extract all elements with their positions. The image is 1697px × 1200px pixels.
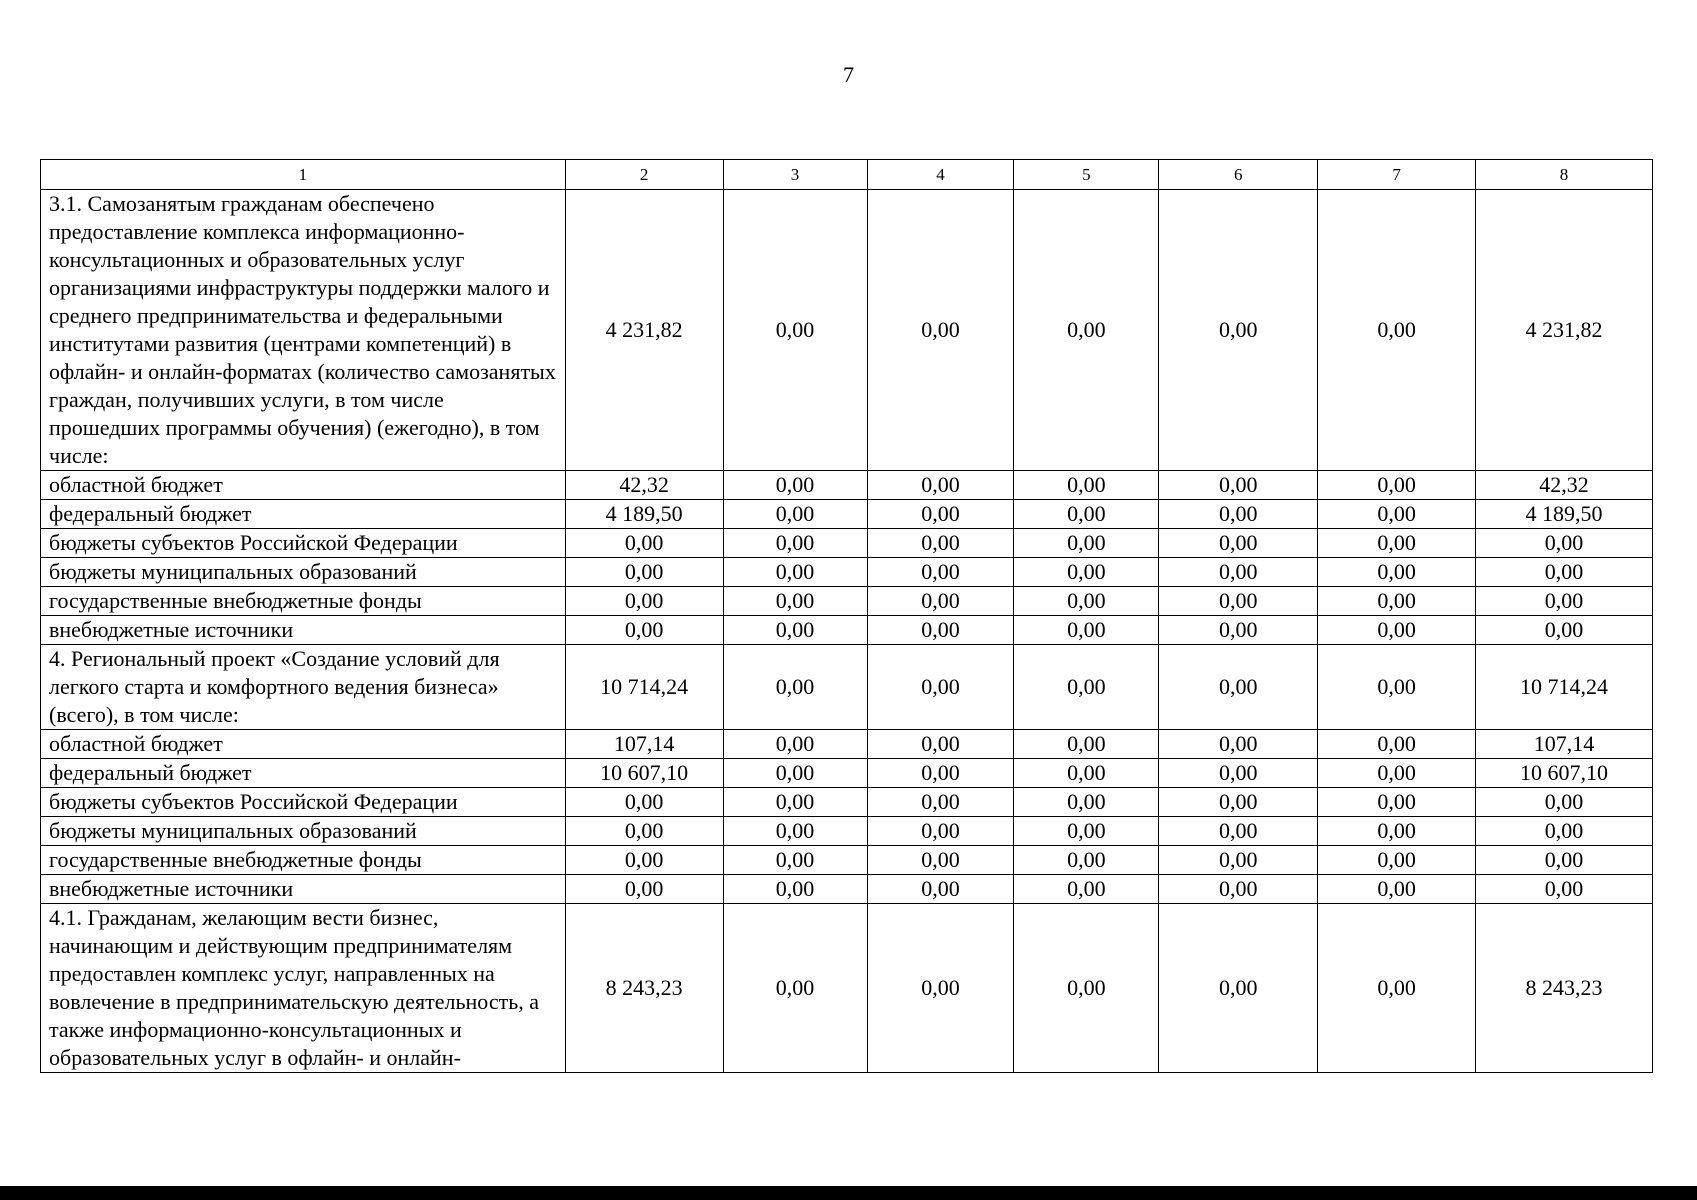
column-number-row <box>41 160 1653 190</box>
value-cell: 0,00 <box>867 500 1014 529</box>
value-cell: 0,00 <box>867 616 1014 645</box>
row-label: бюджеты муниципальных образований <box>41 817 566 846</box>
value-cell: 4 231,82 <box>1476 190 1653 471</box>
value-cell: 0,00 <box>867 190 1014 471</box>
value-cell: 0,00 <box>1159 500 1318 529</box>
row-label: областной бюджет <box>41 730 566 759</box>
value-cell: 0,00 <box>1476 587 1653 616</box>
value-cell: 0,00 <box>565 529 723 558</box>
row-label: 4. Региональный проект «Создание условий для легкого старта и комфортного ведения бизнеса» (всего), в том числе: <box>41 645 566 730</box>
value-cell: 0,00 <box>867 645 1014 730</box>
table-row-source <box>41 875 1653 904</box>
value-cell: 0,00 <box>565 587 723 616</box>
value-cell: 0,00 <box>723 645 867 730</box>
value-cell: 0,00 <box>1318 587 1476 616</box>
value-cell: 0,00 <box>867 471 1014 500</box>
value-cell: 0,00 <box>1318 190 1476 471</box>
value-cell: 0,00 <box>1159 730 1318 759</box>
value-cell: 0,00 <box>565 875 723 904</box>
value-cell: 0,00 <box>1318 616 1476 645</box>
value-cell: 0,00 <box>867 759 1014 788</box>
table-row-source <box>41 471 1653 500</box>
value-cell: 0,00 <box>867 817 1014 846</box>
value-cell: 0,00 <box>723 500 867 529</box>
value-cell: 4 189,50 <box>565 500 723 529</box>
value-cell: 0,00 <box>723 730 867 759</box>
value-cell: 0,00 <box>723 817 867 846</box>
row-label: 3.1. Самозанятым гражданам обеспечено предоставление комплекса информационно-консультационных и образовательных услуг организациями инфраструктуры поддержки малого и среднего предпринимательства и федеральными институтами развития (центрами компетенций) в офлайн- и онлайн-форматах (количество самозанятых граждан, получивших услуги, в том числе прошедших программы обучения) (ежегодно), в том числе: <box>41 190 566 471</box>
value-cell: 4 189,50 <box>1476 500 1653 529</box>
table-row-source <box>41 587 1653 616</box>
table-row-source <box>41 558 1653 587</box>
value-cell: 0,00 <box>1159 190 1318 471</box>
value-cell: 0,00 <box>723 904 867 1073</box>
value-cell: 0,00 <box>1159 875 1318 904</box>
table-row-section <box>41 190 1653 471</box>
value-cell: 0,00 <box>565 558 723 587</box>
value-cell: 0,00 <box>1014 587 1159 616</box>
value-cell: 0,00 <box>565 788 723 817</box>
value-cell: 4 231,82 <box>565 190 723 471</box>
table-row-source <box>41 817 1653 846</box>
value-cell: 0,00 <box>1476 875 1653 904</box>
column-header: 7 <box>1318 160 1476 190</box>
value-cell: 0,00 <box>1159 904 1318 1073</box>
value-cell: 0,00 <box>867 587 1014 616</box>
value-cell: 0,00 <box>867 529 1014 558</box>
value-cell: 0,00 <box>1014 875 1159 904</box>
value-cell: 0,00 <box>1159 759 1318 788</box>
value-cell: 0,00 <box>1318 730 1476 759</box>
value-cell: 0,00 <box>1014 817 1159 846</box>
value-cell: 0,00 <box>565 817 723 846</box>
value-cell: 0,00 <box>1014 558 1159 587</box>
value-cell: 0,00 <box>1014 788 1159 817</box>
value-cell: 0,00 <box>867 558 1014 587</box>
value-cell: 0,00 <box>1014 190 1159 471</box>
value-cell: 0,00 <box>1318 500 1476 529</box>
value-cell: 0,00 <box>1014 904 1159 1073</box>
column-header: 1 <box>41 160 566 190</box>
table-row-source <box>41 759 1653 788</box>
value-cell: 0,00 <box>723 529 867 558</box>
value-cell: 0,00 <box>1318 529 1476 558</box>
scan-bottom-edge <box>0 1186 1697 1200</box>
value-cell: 42,32 <box>565 471 723 500</box>
value-cell: 0,00 <box>1318 471 1476 500</box>
value-cell: 10 607,10 <box>1476 759 1653 788</box>
row-label: внебюджетные источники <box>41 875 566 904</box>
value-cell: 0,00 <box>867 904 1014 1073</box>
value-cell: 0,00 <box>723 875 867 904</box>
value-cell: 0,00 <box>1476 846 1653 875</box>
value-cell: 42,32 <box>1476 471 1653 500</box>
value-cell: 0,00 <box>1014 645 1159 730</box>
column-header: 8 <box>1476 160 1653 190</box>
value-cell: 0,00 <box>1318 904 1476 1073</box>
value-cell: 0,00 <box>565 616 723 645</box>
column-header: 4 <box>867 160 1014 190</box>
value-cell: 0,00 <box>1159 471 1318 500</box>
table-body <box>41 190 1653 1073</box>
column-header: 6 <box>1159 160 1318 190</box>
value-cell: 0,00 <box>723 788 867 817</box>
budget-table <box>40 159 1653 1073</box>
value-cell: 0,00 <box>1159 846 1318 875</box>
row-label: федеральный бюджет <box>41 500 566 529</box>
value-cell: 0,00 <box>1476 616 1653 645</box>
value-cell: 0,00 <box>1318 558 1476 587</box>
column-header: 2 <box>565 160 723 190</box>
table-row-source <box>41 788 1653 817</box>
value-cell: 0,00 <box>1318 645 1476 730</box>
value-cell: 0,00 <box>1476 788 1653 817</box>
value-cell: 0,00 <box>1476 558 1653 587</box>
value-cell: 0,00 <box>1159 645 1318 730</box>
value-cell: 8 243,23 <box>565 904 723 1073</box>
value-cell: 0,00 <box>1014 529 1159 558</box>
value-cell: 107,14 <box>565 730 723 759</box>
row-label: федеральный бюджет <box>41 759 566 788</box>
value-cell: 0,00 <box>1014 471 1159 500</box>
column-header: 5 <box>1014 160 1159 190</box>
value-cell: 0,00 <box>1476 817 1653 846</box>
row-label: 4.1. Гражданам, желающим вести бизнес, начинающим и действующим предпринимателям предоставлен комплекс услуг, направленных на вовлечение в предпринимательскую деятельность, а также информационно-консультационных и образовательных услуг в офлайн- и онлайн- <box>41 904 566 1073</box>
value-cell: 0,00 <box>1159 529 1318 558</box>
value-cell: 0,00 <box>1318 817 1476 846</box>
value-cell: 0,00 <box>867 730 1014 759</box>
value-cell: 0,00 <box>1159 817 1318 846</box>
value-cell: 8 243,23 <box>1476 904 1653 1073</box>
table-row-source <box>41 730 1653 759</box>
table-row-source <box>41 529 1653 558</box>
row-label: областной бюджет <box>41 471 566 500</box>
table-row-section <box>41 904 1653 1073</box>
value-cell: 0,00 <box>1159 616 1318 645</box>
row-label: государственные внебюджетные фонды <box>41 587 566 616</box>
value-cell: 10 607,10 <box>565 759 723 788</box>
value-cell: 107,14 <box>1476 730 1653 759</box>
table-row-section <box>41 645 1653 730</box>
value-cell: 0,00 <box>1014 730 1159 759</box>
table-row-source <box>41 616 1653 645</box>
value-cell: 0,00 <box>723 190 867 471</box>
value-cell: 0,00 <box>723 558 867 587</box>
page-number: 7 <box>843 62 854 87</box>
value-cell: 0,00 <box>1159 587 1318 616</box>
value-cell: 0,00 <box>1318 788 1476 817</box>
value-cell: 0,00 <box>1318 875 1476 904</box>
value-cell: 0,00 <box>1159 788 1318 817</box>
column-header: 3 <box>723 160 867 190</box>
row-label: бюджеты субъектов Российской Федерации <box>41 788 566 817</box>
value-cell: 0,00 <box>1159 558 1318 587</box>
value-cell: 0,00 <box>867 846 1014 875</box>
value-cell: 0,00 <box>723 846 867 875</box>
value-cell: 0,00 <box>867 875 1014 904</box>
value-cell: 0,00 <box>1318 846 1476 875</box>
value-cell: 0,00 <box>1476 529 1653 558</box>
value-cell: 0,00 <box>723 471 867 500</box>
value-cell: 0,00 <box>1014 500 1159 529</box>
value-cell: 0,00 <box>1014 759 1159 788</box>
value-cell: 0,00 <box>867 788 1014 817</box>
value-cell: 0,00 <box>723 587 867 616</box>
value-cell: 0,00 <box>1014 846 1159 875</box>
row-label: бюджеты субъектов Российской Федерации <box>41 529 566 558</box>
row-label: бюджеты муниципальных образований <box>41 558 566 587</box>
value-cell: 10 714,24 <box>1476 645 1653 730</box>
value-cell: 10 714,24 <box>565 645 723 730</box>
value-cell: 0,00 <box>723 759 867 788</box>
value-cell: 0,00 <box>723 616 867 645</box>
value-cell: 0,00 <box>565 846 723 875</box>
table-row-source <box>41 846 1653 875</box>
table-row-source <box>41 500 1653 529</box>
value-cell: 0,00 <box>1014 616 1159 645</box>
value-cell: 0,00 <box>1318 759 1476 788</box>
row-label: внебюджетные источники <box>41 616 566 645</box>
row-label: государственные внебюджетные фонды <box>41 846 566 875</box>
